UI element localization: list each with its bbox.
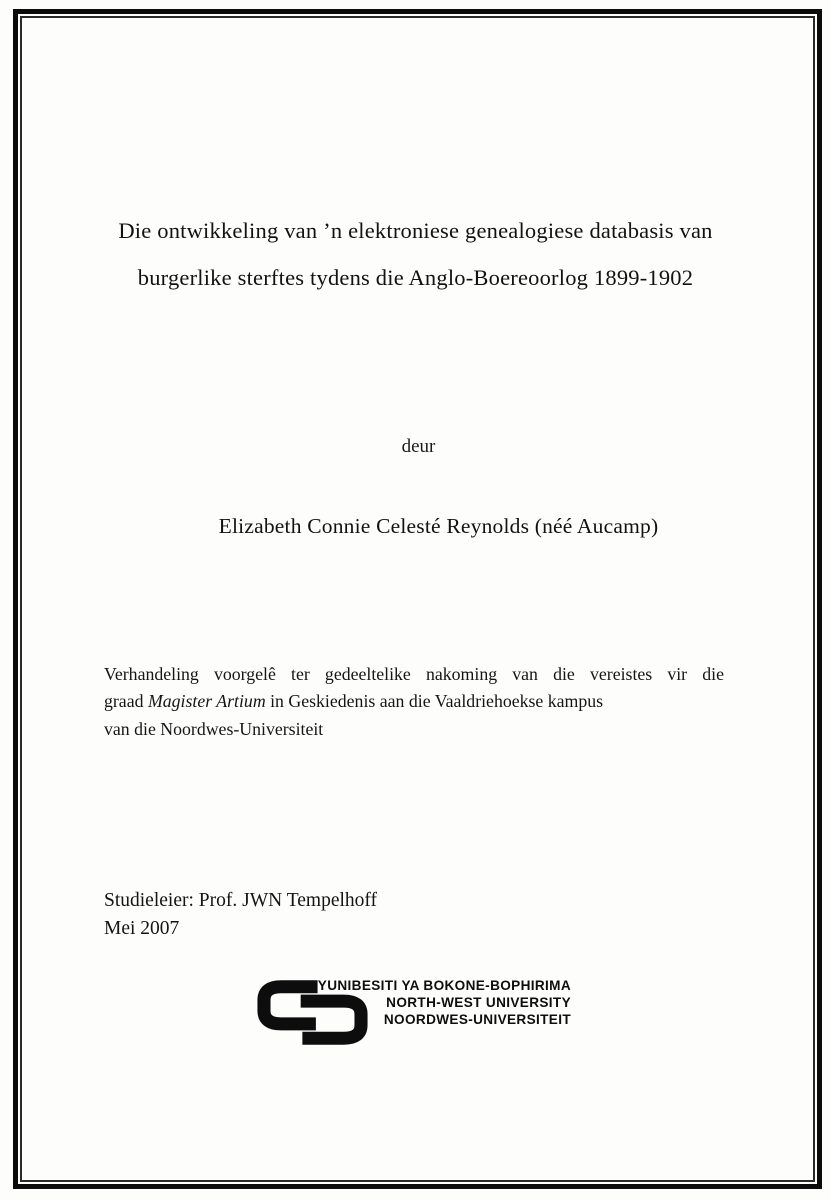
author-name: Elizabeth Connie Celesté Reynolds (néé Aucamp) <box>218 514 659 538</box>
thesis-title <box>50 208 781 301</box>
supervisor-line: Studieleier: Prof. JWN Tempelhoff <box>104 890 378 911</box>
logo-wordmark <box>317 977 571 1028</box>
logo-line-2: NORTH-WEST UNIVERSITY <box>386 995 571 1010</box>
statement-line-2-post: in Geskiedenis aan die Vaaldriehoekse kampus <box>265 691 604 712</box>
logo-line-1: YUNIBESITI YA BOKONE-BOPHIRIMA <box>317 978 571 993</box>
statement-line-2 <box>104 688 724 715</box>
title-line-2: burgerlike sterftes tydens die Anglo-Boereoorlog 1899-1902 <box>137 264 694 290</box>
statement-line-3: van die Noordwes-Universiteit <box>104 718 324 739</box>
statement-line-1: Verhandeling voorgelê ter gedeeltelike nakoming van die vereistes vir die <box>104 664 724 684</box>
statement-line-2-pre: graad <box>104 691 148 712</box>
university-logo <box>253 970 575 1056</box>
supervisor-block <box>104 887 377 942</box>
date-line: Mei 2007 <box>104 917 180 939</box>
byline-label: deur <box>401 436 436 457</box>
title-line-1: Die ontwikkeling van ’n elektroniese genealogiese databasis van <box>118 218 713 243</box>
degree-name-italic: Magister Artium <box>147 691 266 712</box>
degree-statement <box>104 661 724 743</box>
logo-line-3: NOORDWES-UNIVERSITEIT <box>383 1012 571 1027</box>
